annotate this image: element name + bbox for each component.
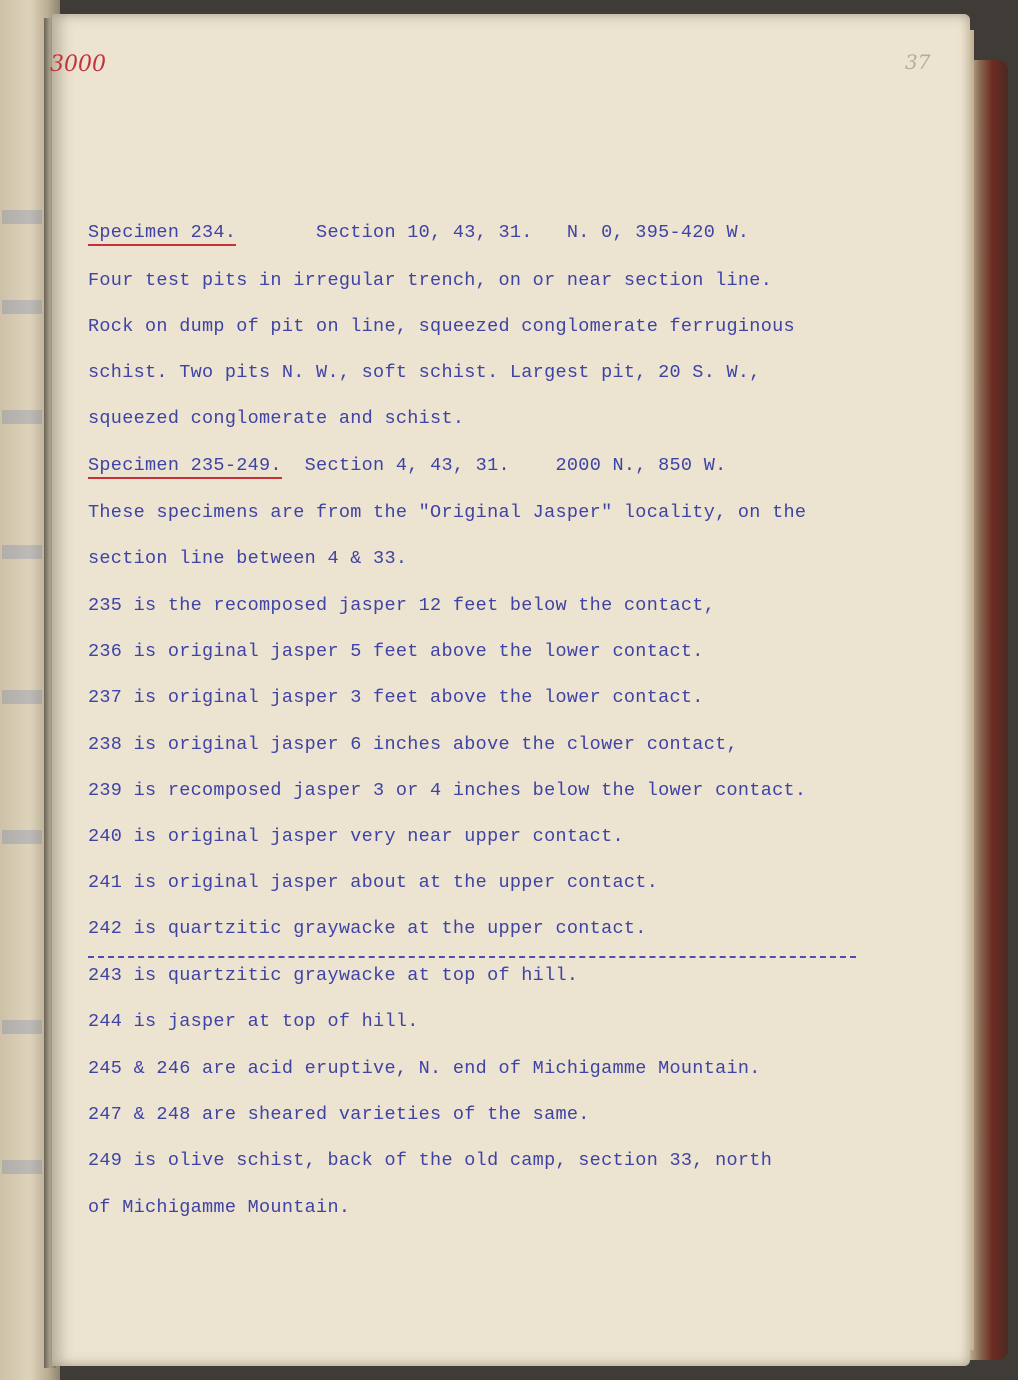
text-line: 247 & 248 are sheared varieties of the same. [88,1104,590,1125]
bleed-mark [2,410,42,424]
text-line: 240 is original jasper very near upper contact. [88,826,624,847]
margin-note: 3000 [50,52,106,77]
text-line: section line between 4 & 33. [88,548,408,569]
text-line [88,222,749,243]
text-line: 244 is jasper at top of hill. [88,1011,419,1032]
book-cover-edge [968,60,1008,1360]
text-line: Rock on dump of pit on line, squeezed conglomerate ferruginous [88,316,795,337]
bleed-mark [2,1020,42,1034]
text-line: 238 is original jasper 6 inches above the clower contact, [88,734,738,755]
text-line [88,455,727,476]
text-line: 237 is original jasper 3 feet above the lower contact. [88,687,704,708]
text-line: 249 is olive schist, back of the old camp, section 33, north [88,1150,773,1171]
text-line: 243 is quartzitic graywacke at top of hill. [88,965,579,986]
bleed-mark [2,545,42,559]
specimen-heading: Specimen 235-249. [88,455,282,479]
bleed-mark [2,300,42,314]
text-line: of Michigamme Mountain. [88,1197,351,1218]
text-line: 239 is recomposed jasper 3 or 4 inches below the lower contact. [88,780,807,801]
text-line: schist. Two pits N. W., soft schist. Largest pit, 20 S. W., [88,362,761,383]
text-line: 242 is quartzitic graywacke at the upper contact. [88,918,647,939]
section-location: Section 4, 43, 31. 2000 N., 850 W. [281,455,727,476]
text-line: 245 & 246 are acid eruptive, N. end of Michigamme Mountain. [88,1058,761,1079]
text-line: squeezed conglomerate and schist. [88,408,465,429]
page-number: 37 [905,50,931,74]
text-line: 236 is original jasper 5 feet above the lower contact. [88,641,704,662]
text-line: Four test pits in irregular trench, on or near section line. [88,270,773,291]
specimen-heading: Specimen 234. [88,222,236,246]
dashed-separator [88,956,856,958]
text-line: 235 is the recomposed jasper 12 feet below the contact, [88,595,716,616]
bleed-mark [2,690,42,704]
bleed-mark [2,1160,42,1174]
text-line: These specimens are from the "Original Jasper" locality, on the [88,502,807,523]
text-line: 241 is original jasper about at the upper contact. [88,872,659,893]
bleed-mark [2,830,42,844]
bleed-mark [2,210,42,224]
section-location: Section 10, 43, 31. N. 0, 395-420 W. [236,222,750,243]
